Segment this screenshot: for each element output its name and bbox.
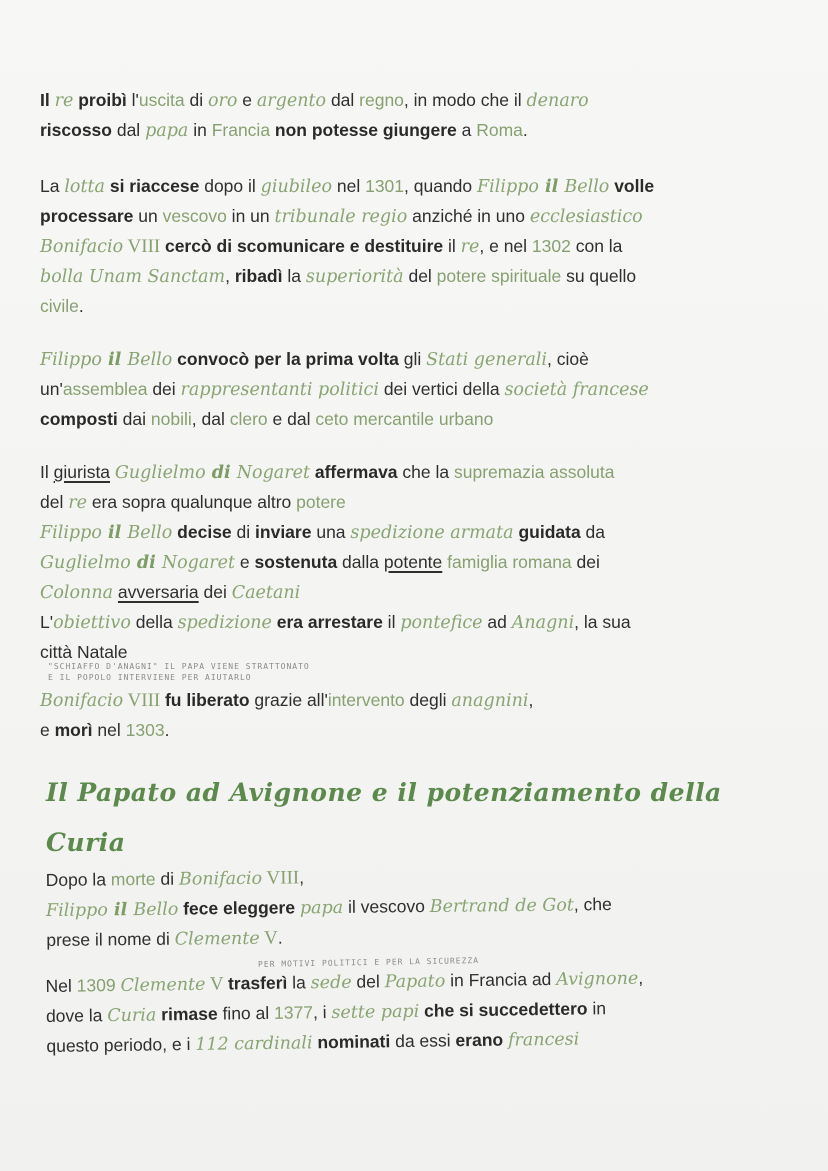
text-run: bolla Unam Sanctam bbox=[40, 267, 226, 287]
text-run: sede bbox=[310, 972, 352, 994]
text-run: ribadì bbox=[234, 266, 283, 286]
text-run: potere spirituale bbox=[436, 266, 562, 286]
text-run: , in modo che il bbox=[403, 90, 527, 110]
text-run: che la bbox=[397, 462, 454, 482]
text-run: civile bbox=[40, 296, 79, 316]
text-run: dal bbox=[111, 120, 146, 140]
text-run: dei vertici della bbox=[378, 379, 505, 399]
text-run: L' bbox=[40, 612, 54, 632]
text-line bbox=[40, 232, 740, 262]
text-run: società francese bbox=[504, 380, 649, 400]
text-run: si riaccese bbox=[104, 176, 200, 196]
text-run: 1377 bbox=[273, 1002, 314, 1023]
text-run: Roma bbox=[476, 120, 523, 140]
text-run: del bbox=[40, 492, 69, 512]
text-run: Bello bbox=[564, 177, 610, 197]
text-line bbox=[40, 375, 740, 405]
handwritten-note-motivi: PER MOTIVI POLITICI E PER LA SICUREZZA bbox=[257, 956, 480, 969]
text-run: Bonifacio bbox=[40, 691, 124, 711]
text-run: oro bbox=[207, 91, 238, 111]
text-run: Filippo bbox=[477, 177, 539, 197]
text-run: uscita bbox=[138, 90, 185, 110]
text-line bbox=[40, 608, 740, 638]
text-run: il nome di bbox=[89, 928, 175, 950]
text-run: regno bbox=[359, 90, 404, 110]
text-run: cercò di scomunicare e destituire bbox=[164, 236, 444, 256]
text-run: il bbox=[382, 612, 401, 632]
text-run: la bbox=[282, 266, 306, 286]
text-run: papa bbox=[299, 897, 344, 919]
text-run: Stati generali bbox=[426, 350, 547, 370]
paragraph-nogaret-anagni bbox=[40, 458, 740, 667]
text-run: degli bbox=[404, 690, 452, 710]
text-run: Francia bbox=[211, 120, 271, 140]
text-line bbox=[40, 686, 740, 716]
text-line bbox=[40, 86, 740, 116]
text-run: il bbox=[538, 177, 565, 197]
text-run: Bonifacio bbox=[40, 237, 124, 257]
text-run: trasferì bbox=[227, 972, 288, 994]
text-run: , i bbox=[312, 1002, 332, 1023]
text-line bbox=[40, 292, 740, 321]
text-run: affermava bbox=[309, 462, 398, 482]
text-line bbox=[40, 172, 740, 202]
text-run: nel bbox=[92, 720, 126, 740]
text-line bbox=[40, 405, 740, 434]
text-run: riscosso bbox=[40, 120, 112, 140]
text-run: di bbox=[130, 553, 162, 573]
text-run: , quando bbox=[404, 176, 478, 196]
text-run: avversaria bbox=[117, 582, 199, 602]
text-run: nominati bbox=[312, 1031, 391, 1053]
text-run: non potesse giungere bbox=[270, 120, 457, 140]
text-run: 1309 bbox=[76, 975, 116, 996]
handwritten-note-popolo: E IL POPOLO INTERVIENE PER AIUTARLO bbox=[48, 673, 252, 682]
text-run: clero bbox=[229, 409, 268, 429]
text-run: convocò per la prima volta bbox=[172, 349, 399, 369]
text-run: intervento bbox=[327, 690, 405, 710]
text-run: dai bbox=[117, 409, 151, 429]
text-run: papa bbox=[145, 121, 189, 141]
text-run: un bbox=[133, 206, 163, 226]
text-line bbox=[40, 458, 740, 488]
text-run: Bonifacio bbox=[178, 868, 263, 890]
text-run: sette papi bbox=[331, 1001, 420, 1024]
text-run: l' bbox=[126, 90, 139, 110]
text-run: del bbox=[351, 971, 385, 992]
text-run: giubileo bbox=[260, 177, 333, 197]
text-run: francesi bbox=[507, 1029, 580, 1051]
text-run: , che bbox=[573, 894, 612, 915]
text-run: il vescovo bbox=[343, 895, 430, 917]
text-run: da bbox=[580, 522, 606, 542]
text-run: Nogaret bbox=[161, 553, 236, 573]
text-run: inviare bbox=[255, 522, 312, 542]
text-run: in un bbox=[226, 206, 275, 226]
text-run: . bbox=[277, 927, 283, 948]
text-run: anagnini bbox=[451, 691, 529, 711]
text-run: Il bbox=[40, 90, 55, 110]
text-line bbox=[46, 919, 746, 956]
text-run: decise bbox=[172, 522, 232, 542]
text-run: della bbox=[130, 612, 178, 632]
text-run: di bbox=[231, 522, 256, 542]
text-run: Caetani bbox=[231, 583, 301, 603]
text-run: in Francia ad bbox=[445, 968, 557, 991]
text-run: Curia bbox=[107, 1005, 157, 1027]
text-run: di bbox=[184, 90, 208, 110]
section-heading-continued: Curia bbox=[46, 828, 126, 857]
text-run: Guglielmo bbox=[40, 553, 131, 573]
paragraph-avignone bbox=[45, 962, 746, 1062]
text-run: dopo il bbox=[199, 176, 261, 196]
text-run: proibì bbox=[73, 90, 127, 110]
text-run: tribunale regio bbox=[274, 207, 408, 227]
text-run: VIII bbox=[123, 690, 165, 711]
text-line bbox=[40, 716, 740, 745]
text-run: del bbox=[403, 266, 437, 286]
text-run: da essi bbox=[390, 1030, 456, 1052]
text-run: . bbox=[164, 720, 170, 740]
text-run: , bbox=[638, 967, 644, 988]
text-run: Nel bbox=[45, 975, 77, 997]
text-run: denaro bbox=[526, 91, 589, 111]
text-run: Bello bbox=[127, 523, 173, 543]
text-run: erano bbox=[455, 1029, 504, 1051]
text-run: V bbox=[259, 927, 278, 949]
section-heading: Il Papato ad Avignone e il potenziamento della bbox=[46, 778, 722, 807]
text-run: processare bbox=[40, 206, 134, 226]
text-run: e bbox=[40, 720, 55, 740]
text-run: Bello bbox=[127, 350, 173, 370]
text-run: di bbox=[155, 868, 180, 889]
text-run: in bbox=[587, 998, 607, 1019]
text-run: , bbox=[528, 690, 534, 710]
text-run: grazie all' bbox=[249, 690, 328, 710]
paragraph-jubilee-conflict bbox=[40, 172, 740, 321]
text-run: volle bbox=[609, 176, 655, 196]
text-run: era arrestare bbox=[271, 612, 383, 632]
text-run: prese bbox=[46, 929, 91, 950]
text-run: supremazia assoluta bbox=[453, 462, 615, 482]
text-run: , dal bbox=[191, 409, 230, 429]
text-run: assemblea bbox=[62, 379, 148, 399]
text-run: Clemente bbox=[120, 974, 206, 996]
text-run: composti bbox=[40, 409, 118, 429]
text-run: , bbox=[299, 867, 305, 888]
text-run: Bello bbox=[133, 899, 179, 921]
text-run: una bbox=[311, 522, 351, 542]
text-run: questo periodo, e i bbox=[46, 1033, 196, 1056]
text-run: nobili bbox=[150, 409, 192, 429]
text-run: dei bbox=[571, 552, 600, 572]
text-run: , bbox=[225, 266, 235, 286]
text-run: VIII bbox=[123, 236, 165, 257]
text-run: Avignone bbox=[556, 968, 639, 990]
text-run: fece eleggere bbox=[178, 897, 296, 919]
text-run: dei bbox=[198, 582, 232, 602]
text-run: giurista bbox=[53, 462, 111, 482]
text-run: potente bbox=[383, 552, 443, 572]
text-run: città Natale bbox=[40, 642, 128, 662]
text-run: famiglia romana bbox=[447, 552, 572, 572]
text-run: che si succedettero bbox=[419, 998, 588, 1021]
text-run: Nogaret bbox=[236, 463, 310, 483]
text-run: , la sua bbox=[574, 612, 631, 632]
text-run: dal bbox=[326, 90, 360, 110]
paragraph-liberation bbox=[40, 686, 740, 745]
text-run: e bbox=[237, 90, 257, 110]
text-run: sostenuta bbox=[254, 552, 338, 572]
text-run: spedizione armata bbox=[350, 523, 514, 543]
text-line bbox=[40, 202, 740, 232]
text-run: 1302 bbox=[531, 236, 571, 256]
text-run: con la bbox=[570, 236, 623, 256]
text-run: re bbox=[460, 237, 480, 257]
paragraph-clemente bbox=[46, 859, 747, 956]
text-run: Guglielmo bbox=[114, 463, 206, 483]
text-run: 1301 bbox=[365, 176, 405, 196]
text-run: era sopra qualunque altro bbox=[86, 492, 297, 512]
text-run: dei bbox=[147, 379, 181, 399]
text-line bbox=[40, 548, 740, 578]
text-run: e bbox=[235, 552, 255, 572]
text-line bbox=[40, 116, 740, 146]
text-run: ad bbox=[482, 612, 512, 632]
text-run: fu liberato bbox=[164, 690, 250, 710]
text-run: Clemente bbox=[174, 928, 260, 950]
text-run: re bbox=[54, 91, 74, 111]
text-line bbox=[40, 518, 740, 548]
text-run: Filippo bbox=[40, 523, 102, 543]
text-run: su quello bbox=[561, 266, 637, 286]
text-run: argento bbox=[256, 91, 327, 111]
text-run: . bbox=[522, 120, 528, 140]
text-run: Colonna bbox=[40, 583, 114, 603]
text-run: VIII bbox=[261, 867, 300, 889]
text-run: il bbox=[443, 236, 461, 256]
paragraph-estates-general bbox=[40, 345, 740, 434]
handwritten-note-schiaffo: "SCHIAFFO D'ANAGNI" IL PAPA VIENE STRATTONATO bbox=[48, 662, 310, 671]
text-run: Filippo bbox=[45, 900, 108, 921]
text-run: lotta bbox=[64, 177, 105, 197]
text-run: il bbox=[101, 350, 128, 370]
text-run: 1303 bbox=[125, 720, 165, 740]
text-run: morte bbox=[110, 868, 156, 890]
text-run: di bbox=[205, 463, 237, 483]
text-run: La bbox=[40, 176, 65, 196]
text-run: dalla bbox=[337, 552, 384, 572]
text-run: Bertrand de Got bbox=[429, 895, 574, 917]
text-line bbox=[40, 488, 740, 518]
text-run: dove la bbox=[45, 1005, 108, 1026]
text-run: superiorità bbox=[305, 267, 404, 287]
text-run: rappresentanti politici bbox=[180, 380, 379, 400]
text-line bbox=[40, 578, 740, 608]
text-run: obiettivo bbox=[53, 613, 131, 633]
text-run: . bbox=[78, 296, 84, 316]
text-run: ecclesiastico bbox=[529, 207, 643, 227]
text-run: gli bbox=[398, 349, 427, 369]
text-run: Anagni bbox=[511, 613, 575, 633]
text-run: fino al bbox=[217, 1002, 275, 1024]
text-line bbox=[40, 262, 740, 292]
text-run: pontefice bbox=[400, 613, 483, 633]
text-run: spedizione bbox=[177, 613, 272, 633]
text-run: potere bbox=[296, 492, 346, 512]
text-run: e dal bbox=[267, 409, 316, 429]
text-run: 112 cardinali bbox=[195, 1033, 313, 1055]
text-run: anziché in uno bbox=[407, 206, 530, 226]
text-run: re bbox=[68, 493, 87, 513]
text-run: la bbox=[287, 972, 311, 993]
text-run: il bbox=[101, 523, 128, 543]
text-run: guidata bbox=[513, 522, 581, 542]
paragraph-export-ban bbox=[40, 86, 740, 146]
text-run: un' bbox=[40, 379, 63, 399]
text-run: il bbox=[107, 900, 134, 921]
text-run: Dopo la bbox=[45, 869, 111, 891]
text-run: V bbox=[205, 973, 229, 995]
text-run: Filippo bbox=[40, 350, 102, 370]
text-run: Papato bbox=[384, 971, 446, 993]
text-run: , cioè bbox=[546, 349, 589, 369]
text-run: Il bbox=[40, 462, 54, 482]
text-run: vescovo bbox=[162, 206, 227, 226]
text-run: ceto mercantile urbano bbox=[315, 409, 494, 429]
text-line bbox=[40, 345, 740, 375]
text-run: , e nel bbox=[479, 236, 532, 256]
text-run: a bbox=[456, 120, 477, 140]
text-run: rimase bbox=[156, 1003, 218, 1025]
text-run: nel bbox=[332, 176, 366, 196]
text-run: morì bbox=[54, 720, 93, 740]
text-run: in bbox=[188, 120, 212, 140]
